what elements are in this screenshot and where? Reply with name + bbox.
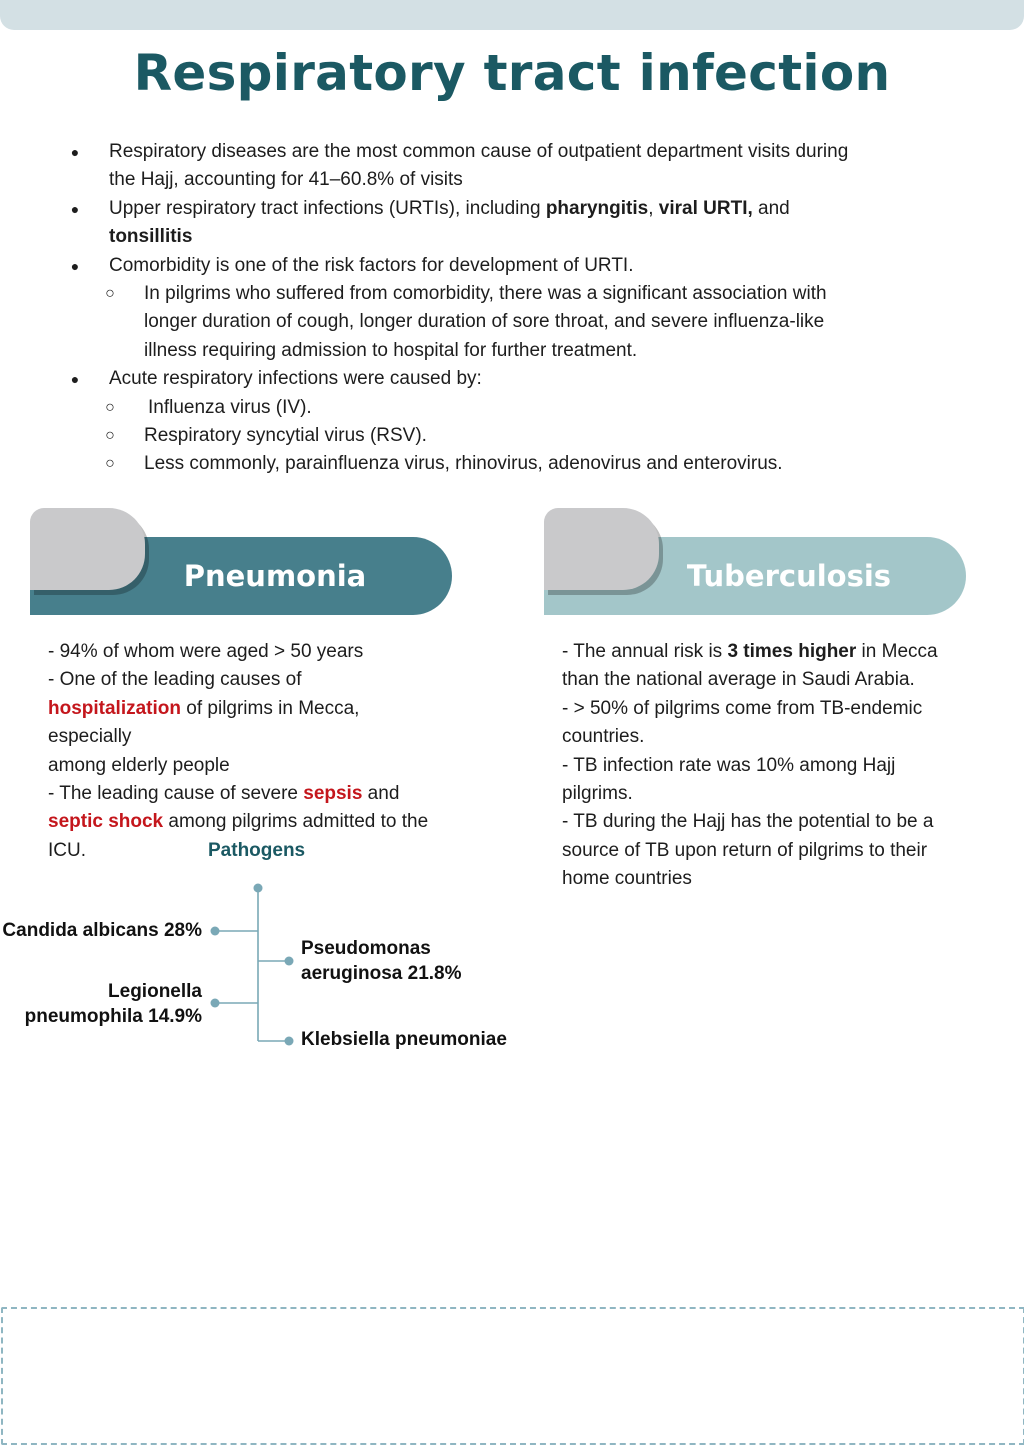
tree-node (285, 957, 294, 966)
bullet-circle-icon: ○ (105, 398, 115, 416)
list-item: ● Upper respiratory tract infections (URTIs), including pharyngitis, viral URTI, and (0, 195, 1024, 223)
sub-list-item: ○ Influenza virus (IV). (0, 394, 1024, 422)
sub-list-item: ○ In pilgrims who suffered from comorbidity, there was a significant association with (0, 280, 1024, 308)
tree-node (285, 1037, 294, 1046)
pathogen-pseudomonas: Pseudomonas aeruginosa 21.8% (301, 938, 462, 984)
bullet-circle-icon: ○ (105, 284, 115, 302)
bullet-dot-icon: ● (70, 200, 80, 217)
sub-list-item: ○ Less commonly, parainfluenza virus, rhinovirus, adenovirus and enterovirus. (0, 450, 1024, 478)
list-item: ● Comorbidity is one of the risk factors for development of URTI. (0, 252, 1024, 280)
list-item-continuation: tonsillitis (109, 226, 193, 248)
page-title: Respiratory tract infection (133, 44, 891, 102)
notes-dashed-box (1, 1307, 1024, 1445)
bullet-circle-icon: ○ (105, 455, 115, 473)
pathogens-title: Pathogens (208, 840, 306, 861)
list-item: ● Acute respiratory infections were caused by: (0, 365, 1024, 393)
tuberculosis-text: - The annual risk is 3 times higher in Mecca than the national average in Saudi Arabia. - > 50% of pilgrims come from TB-endemic countries. - TB infection rate was 10% among Hajj pilgrims. - TB during the Hajj has the potential to be a source of TB upon return of pilgrims to their home countries (562, 641, 938, 890)
bullet-circle-icon: ○ (105, 426, 115, 444)
sub-list-item: ○ Respiratory syncytial virus (RSV). (0, 422, 1024, 450)
bullet-dot-icon: ● (70, 371, 80, 388)
tree-node (211, 927, 220, 936)
pathogen-candida: Candida albicans 28% (2, 920, 202, 941)
tree-root-node (254, 884, 263, 893)
tree-node (211, 999, 220, 1008)
list-item-continuation: the Hajj, accounting for 41–60.8% of visits (109, 169, 463, 191)
sub-list-item-continuation: illness requiring admission to hospital for further treatment. (144, 339, 638, 361)
pneumonia-text: - 94% of whom were aged > 50 years - One of the leading causes of hospitalization of pilgrims in Mecca, especially among elderly people - The leading cause of severe sepsis and septic shock among pilgrims admitted to the ICU. (48, 641, 429, 861)
pathogen-legionella: Legionella pneumophila 14.9% (24, 981, 202, 1027)
pneumonia-heading: Pneumonia (183, 559, 367, 593)
bullet-dot-icon: ● (70, 257, 80, 274)
tuberculosis-heading: Tuberculosis (686, 559, 892, 593)
sub-list-item-continuation: longer duration of cough, longer duration of sore throat, and severe influenza-like (144, 311, 825, 333)
bullet-dot-icon: ● (70, 144, 80, 160)
list-item: ● Respiratory diseases are the most common cause of outpatient department visits during (0, 138, 1024, 166)
pathogen-klebsiella: Klebsiella pneumoniae (301, 1029, 507, 1050)
